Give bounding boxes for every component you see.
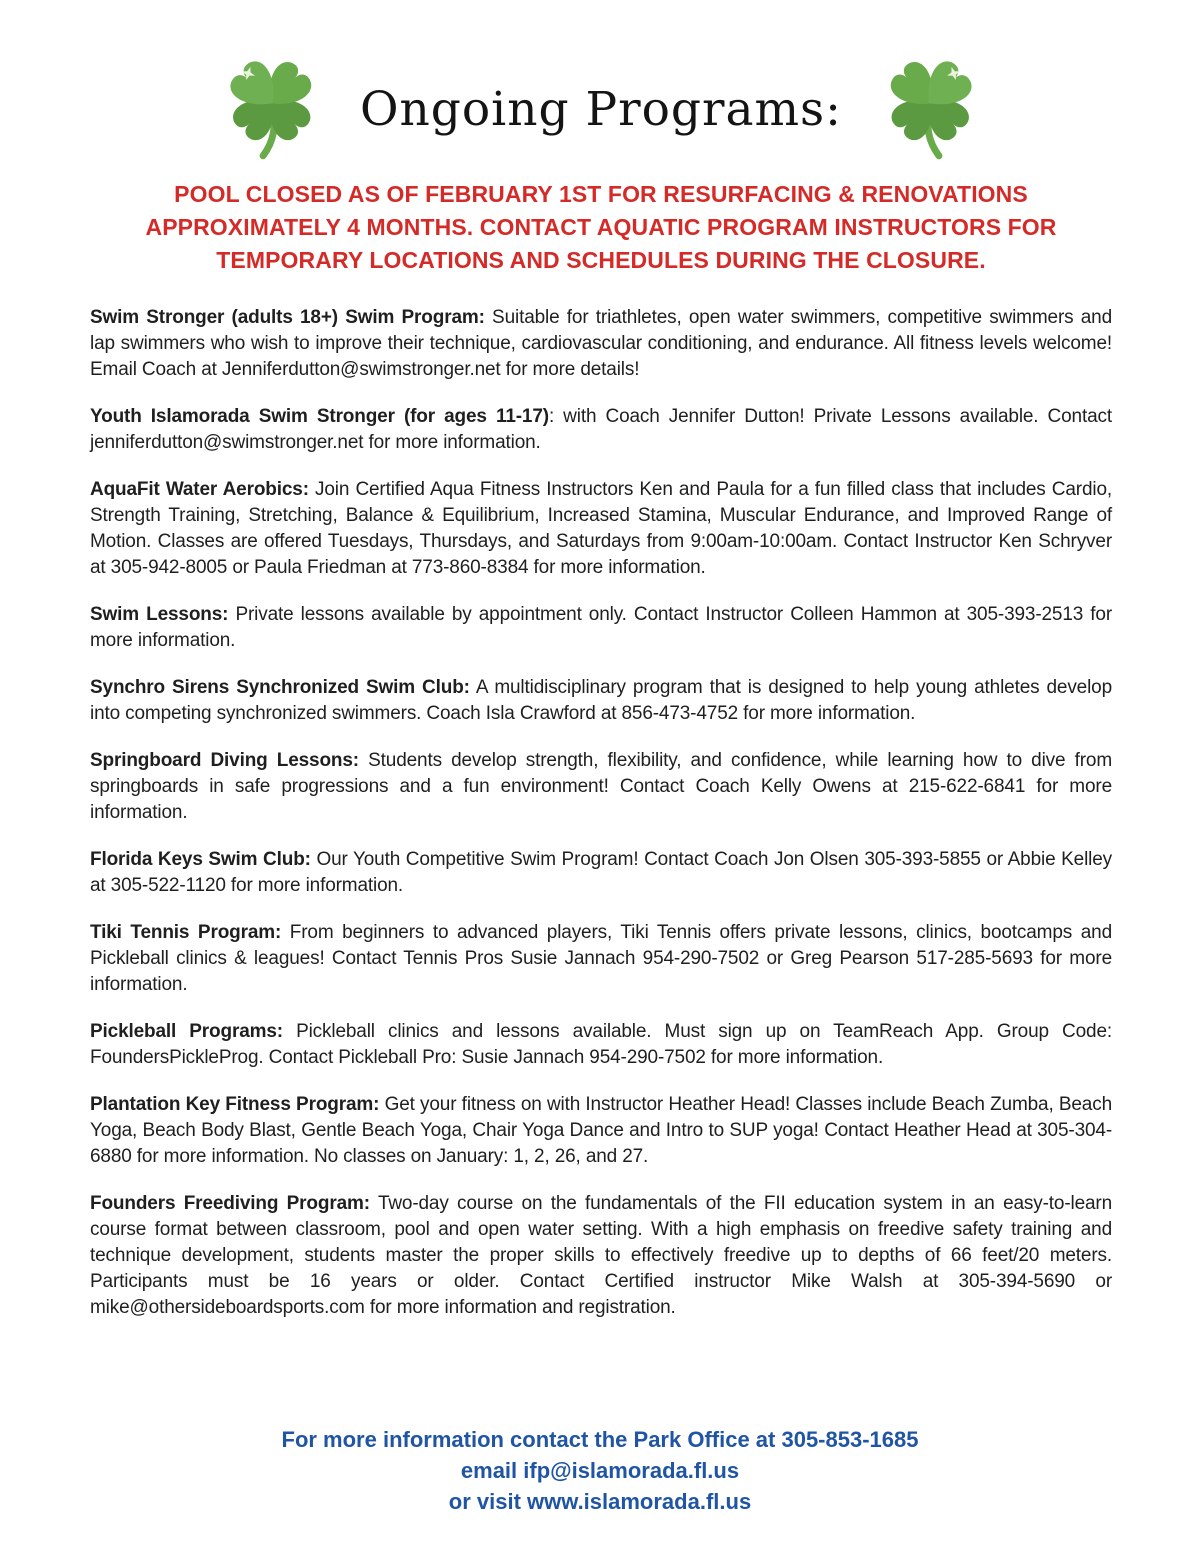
footer-contact-info bbox=[0, 1424, 1200, 1517]
program-title: Founders Freediving Program: bbox=[90, 1193, 370, 1214]
program-body: Suitable for triathletes, open water swimmers, competitive swimmers and lap swimmers who wish to improve their technique, cardiovascular conditioning, and endurance. All fitness levels welcome! Email Coach at Jenniferdutton@swimstronger.net for more details! bbox=[90, 307, 1112, 380]
program-title: Swim Lessons: bbox=[90, 604, 229, 625]
program-body: From beginners to advanced players, Tiki Tennis offers private lessons, clinics, bootcamps and Pickleball clinics & leagues! Contact Tennis Pros Susie Jannach 954-290-7502 or Greg Pearson 517-285-5693 for more information. bbox=[90, 922, 1112, 995]
program-swim-lessons bbox=[90, 602, 1112, 654]
program-springboard-diving bbox=[90, 748, 1112, 826]
footer-line-phone: For more information contact the Park Office at 305-853-1685 bbox=[281, 1427, 919, 1452]
program-pickleball bbox=[90, 1019, 1112, 1071]
program-title: Pickleball Programs: bbox=[90, 1021, 283, 1042]
program-swim-stronger bbox=[90, 305, 1112, 383]
program-founders-freediving bbox=[90, 1191, 1112, 1321]
program-body: Join Certified Aqua Fitness Instructors Ken and Paula for a fun filled class that includes Cardio, Strength Training, Stretching, Balance & Equilibrium, Increased Stamina, Muscular Endurance, and Improved Range of Motion. Classes are offered Tuesdays, Thursdays, and Saturdays from 9:00am-10:00am. Contact Instructor Ken Schryver at 305-942-8005 or Paula Friedman at 773-860-8384 for more information. bbox=[90, 479, 1112, 578]
page-title: Ongoing Programs: bbox=[360, 81, 842, 137]
program-title: Youth Islamorada Swim Stronger (for ages 11-17) bbox=[90, 406, 549, 427]
program-body: Pickleball clinics and lessons available. Must sign up on TeamReach App. Group Code: FoundersPickleProg. Contact Pickleball Pro: Susie Jannach 954-290-7502 for more information. bbox=[90, 1021, 1112, 1068]
clover-icon bbox=[218, 48, 322, 170]
notice-line: APPROXIMATELY 4 MONTHS. CONTACT AQUATIC PROGRAM INSTRUCTORS FOR bbox=[145, 214, 1057, 240]
pool-closure-notice bbox=[90, 178, 1112, 277]
program-youth-swim-stronger bbox=[90, 404, 1112, 456]
header bbox=[90, 48, 1112, 170]
program-body: Get your fitness on with Instructor Heather Head! Classes include Beach Zumba, Beach Yoga, Beach Body Blast, Gentle Beach Yoga, Chair Yoga Dance and Intro to SUP yoga! Contact Heather Head at 305-304-6880 for more information. No classes on January: 1, 2, 26, and 27. bbox=[90, 1094, 1112, 1167]
program-title: Florida Keys Swim Club: bbox=[90, 849, 311, 870]
notice-line: POOL CLOSED AS OF FEBRUARY 1ST FOR RESURFACING & RENOVATIONS bbox=[174, 181, 1028, 207]
program-body: A multidisciplinary program that is designed to help young athletes develop into competing synchronized swimmers. Coach Isla Crawford at 856-473-4752 for more information. bbox=[90, 677, 1112, 724]
program-title: Swim Stronger (adults 18+) Swim Program: bbox=[90, 307, 485, 328]
program-florida-keys-swim-club bbox=[90, 847, 1112, 899]
program-body: Our Youth Competitive Swim Program! Contact Coach Jon Olsen 305-393-5855 or Abbie Kelley at 305-522-1120 for more information. bbox=[90, 849, 1112, 896]
program-title: Synchro Sirens Synchronized Swim Club: bbox=[90, 677, 470, 698]
notice-line: TEMPORARY LOCATIONS AND SCHEDULES DURING THE CLOSURE. bbox=[216, 247, 986, 273]
program-synchro-sirens bbox=[90, 675, 1112, 727]
program-title: AquaFit Water Aerobics: bbox=[90, 479, 309, 500]
program-title: Plantation Key Fitness Program: bbox=[90, 1094, 380, 1115]
program-tiki-tennis bbox=[90, 920, 1112, 998]
program-body: : with Coach Jennifer Dutton! Private Lessons available. Contact jenniferdutton@swimstronger.net for more information. bbox=[90, 406, 1112, 453]
program-body: Students develop strength, flexibility, and confidence, while learning how to dive from springboards in safe progressions and a fun environment! Contact Coach Kelly Owens at 215-622-6841 for more information. bbox=[90, 750, 1112, 823]
program-body: Two-day course on the fundamentals of the FII education system in an easy-to-learn course format between classroom, pool and open water setting. With a high emphasis on freedive safety training and technique development, students master the proper skills to effectively freedive up to depths of 66 feet/20 meters. Participants must be 16 years or older. Contact Certified instructor Mike Walsh at 305-394-5690 or mike@othersideboardsports.com for more information and registration. bbox=[90, 1193, 1113, 1318]
program-plantation-key-fitness bbox=[90, 1092, 1112, 1170]
clover-icon bbox=[880, 48, 984, 170]
program-title: Springboard Diving Lessons: bbox=[90, 750, 359, 771]
footer-line-website: or visit www.islamorada.fl.us bbox=[448, 1489, 752, 1514]
program-body: Private lessons available by appointment only. Contact Instructor Colleen Hammon at 305-393-2513 for more information. bbox=[90, 604, 1112, 651]
program-aquafit-water-aerobics bbox=[90, 477, 1112, 581]
program-list bbox=[90, 305, 1112, 1321]
footer-line-email: email ifp@islamorada.fl.us bbox=[460, 1458, 740, 1483]
program-title: Tiki Tennis Program: bbox=[90, 922, 282, 943]
